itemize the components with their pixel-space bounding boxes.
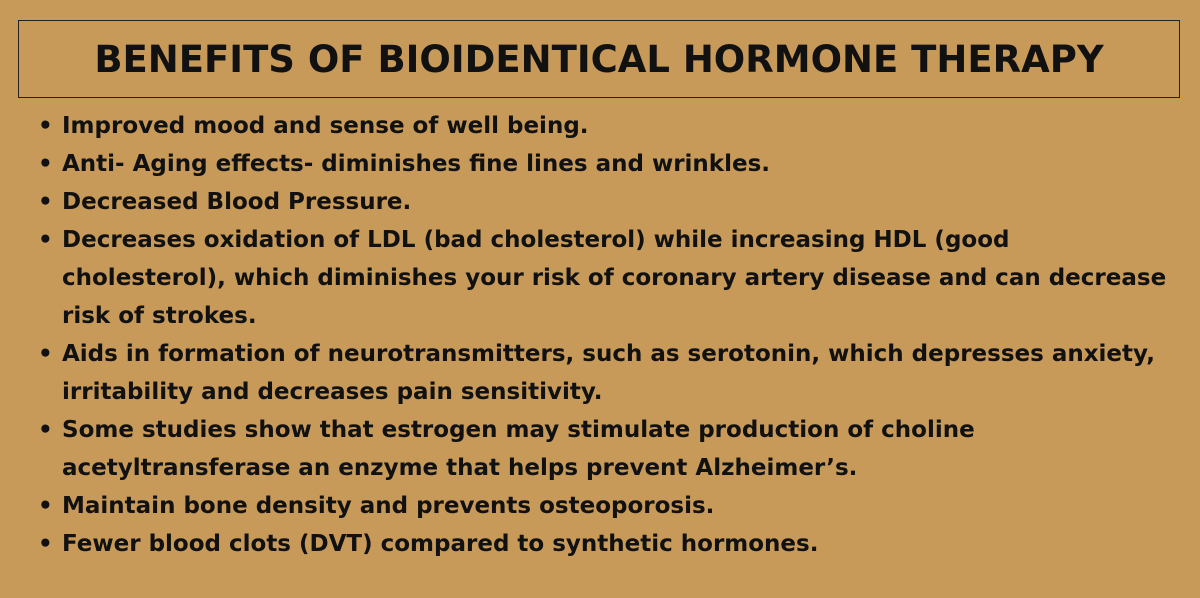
bullet-icon: • [38, 113, 53, 139]
benefit-text: Fewer blood clots (DVT) compared to synthetic hormones. [62, 531, 819, 557]
list-item [38, 411, 1178, 487]
benefit-list [38, 107, 1178, 563]
list-item [38, 221, 1178, 335]
list-item [38, 335, 1178, 411]
title-box [18, 20, 1180, 98]
list-item [38, 183, 1178, 221]
bullet-icon: • [38, 189, 53, 215]
benefit-text: Anti- Aging effects- diminishes fine lines and wrinkles. [62, 151, 771, 177]
benefit-text: Maintain bone density and prevents osteoporosis. [62, 493, 715, 519]
list-item [38, 525, 1178, 563]
benefit-text: Some studies show that estrogen may stimulate production of choline acetyltransferase an enzyme that helps prevent Alzheimer’s. [62, 417, 975, 481]
bullet-icon: • [38, 341, 53, 367]
page-title: BENEFITS OF BIOIDENTICAL HORMONE THERAPY [94, 37, 1104, 81]
list-item [38, 107, 1178, 145]
bullet-icon: • [38, 417, 53, 443]
benefit-text: Decreases oxidation of LDL (bad cholesterol) while increasing HDL (good cholesterol), which diminishes your risk of coronary artery disease and can decrease risk of strokes. [62, 227, 1167, 329]
benefit-text: Aids in formation of neurotransmitters, such as serotonin, which depresses anxiety, irritability and decreases pain sensitivity. [62, 341, 1155, 405]
list-item [38, 145, 1178, 183]
bullet-icon: • [38, 151, 53, 177]
list-item [38, 487, 1178, 525]
bullet-icon: • [38, 531, 53, 557]
benefit-text: Decreased Blood Pressure. [62, 189, 412, 215]
bullet-icon: • [38, 227, 53, 253]
bullet-icon: • [38, 493, 53, 519]
benefit-text: Improved mood and sense of well being. [62, 113, 589, 139]
